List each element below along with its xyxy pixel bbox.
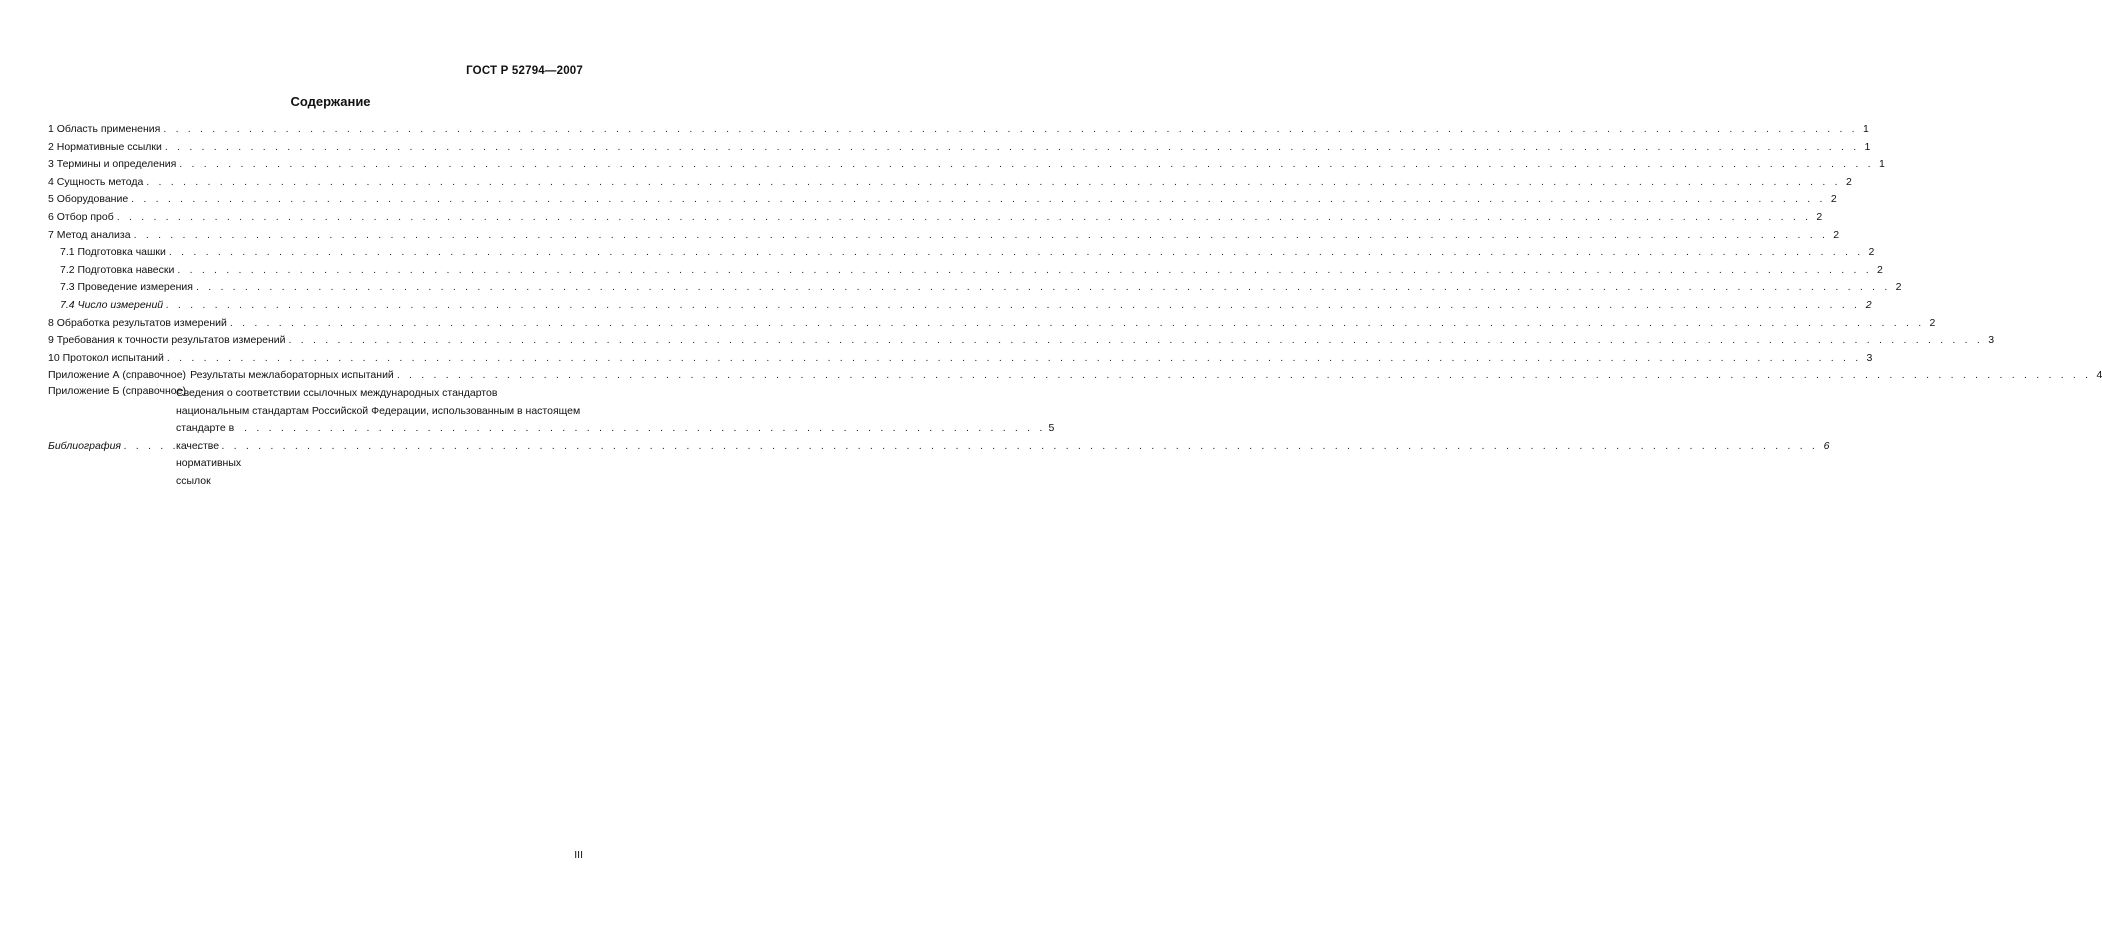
toc-entry-label: 5 Оборудование bbox=[48, 193, 129, 206]
toc-entry-page: 2 bbox=[1865, 298, 1872, 311]
leader-dots bbox=[230, 315, 1924, 333]
toc-entry-4[interactable] bbox=[48, 174, 1852, 192]
toc-entry-label: 7.3 Проведение измерения bbox=[60, 281, 193, 294]
toc-entry-page: 3 bbox=[1866, 351, 1873, 364]
appendix-title-lastline bbox=[176, 420, 1055, 487]
leader-dots bbox=[124, 438, 1818, 456]
leader-dots bbox=[177, 262, 1871, 280]
toc-entry-page: 2 bbox=[1845, 175, 1852, 188]
toc-entry-page: 1 bbox=[1862, 123, 1869, 135]
leader-dots bbox=[167, 350, 1861, 368]
toc-entry-9[interactable] bbox=[48, 332, 1995, 350]
toc-entry-3[interactable] bbox=[48, 156, 1885, 174]
toc-entry-1[interactable] bbox=[48, 121, 1869, 139]
leader-dots bbox=[196, 279, 1890, 297]
toc-entry-page: 3 bbox=[1988, 334, 1995, 347]
appendix-title: Результаты межлабораторных испытаний bbox=[190, 369, 394, 382]
toc-entry-label: 1 Область применения bbox=[48, 123, 161, 135]
toc-entry-page: 1 bbox=[1864, 140, 1871, 153]
toc-entry-page: 6 bbox=[1823, 439, 1830, 452]
toc-entry-page: 2 bbox=[1895, 281, 1902, 294]
toc-title: Содержание bbox=[290, 94, 371, 109]
toc-entry-label: 9 Требования к точности результатов измерений bbox=[48, 334, 286, 347]
toc-entry-7-3[interactable] bbox=[48, 279, 1902, 297]
leader-dots bbox=[244, 420, 1045, 438]
table-of-contents bbox=[48, 121, 2102, 487]
toc-entry-label: 7.4 Число измерений bbox=[60, 298, 164, 311]
leader-dots bbox=[169, 244, 1863, 262]
toc-entry-8[interactable] bbox=[48, 315, 1936, 333]
appendix-prefix: Приложение А (справочное) bbox=[48, 369, 187, 382]
toc-bibliography[interactable] bbox=[48, 438, 1830, 456]
appendix-title bbox=[176, 385, 1055, 487]
toc-entry-page: 2 bbox=[1868, 246, 1875, 259]
toc-entry-page: 2 bbox=[1816, 210, 1823, 223]
toc-entry-page: 2 bbox=[1876, 263, 1883, 276]
toc-entry-page: 1 bbox=[1878, 158, 1885, 171]
toc-entry-2[interactable] bbox=[48, 139, 1871, 157]
toc-entry-page: 2 bbox=[1929, 316, 1936, 329]
leader-dots bbox=[163, 121, 1857, 139]
toc-entry-label: 8 Обработка результатов измерений bbox=[48, 316, 227, 329]
appendix-prefix: Приложение Б (справочное) bbox=[48, 384, 186, 397]
toc-entry-7-2[interactable] bbox=[48, 262, 1883, 280]
leader-dots bbox=[117, 209, 1811, 227]
toc-entry-label: 6 Отбор проб bbox=[48, 210, 114, 223]
leader-dots bbox=[397, 367, 2091, 385]
leader-dots bbox=[289, 332, 1983, 350]
toc-entry-6[interactable] bbox=[48, 209, 1823, 227]
toc-entry-7-4[interactable] bbox=[48, 297, 1872, 315]
toc-entry-label: 7 Метод анализа bbox=[48, 228, 131, 241]
appendix-title-line: национальным стандартам Российской Федерации, использованным в настоящем bbox=[176, 404, 581, 417]
toc-entry-5[interactable] bbox=[48, 191, 1837, 209]
leader-dots bbox=[166, 297, 1860, 315]
toc-entry-page: 2 bbox=[1830, 193, 1837, 206]
toc-entry-label: 2 Нормативные ссылки bbox=[48, 140, 162, 153]
toc-entry-label: 10 Протокол испытаний bbox=[48, 351, 164, 364]
toc-entry-label: 7.2 Подготовка навески bbox=[60, 263, 175, 276]
toc-entry-7[interactable] bbox=[48, 227, 1840, 245]
document-code: ГОСТ Р 52794—2007 bbox=[466, 65, 583, 77]
toc-appendix-a[interactable] bbox=[48, 367, 2102, 385]
toc-entry-7-1[interactable] bbox=[48, 244, 1875, 262]
toc-entry-label: 4 Сущность метода bbox=[48, 175, 144, 188]
toc-entry-label: Библиография bbox=[48, 439, 122, 452]
toc-entry-page: 2 bbox=[1833, 228, 1840, 241]
leader-dots bbox=[165, 139, 1859, 157]
page-folio: III bbox=[574, 849, 583, 861]
appendix-title-line: Сведения о соответствии ссылочных международных стандартов bbox=[176, 386, 498, 399]
toc-entry-page: 5 bbox=[1048, 422, 1055, 435]
leader-dots bbox=[146, 174, 1840, 192]
leader-dots bbox=[179, 156, 1873, 174]
toc-entry-label: 3 Термины и определения bbox=[48, 158, 177, 171]
toc-entry-page: 4 bbox=[2096, 369, 2102, 382]
leader-dots bbox=[131, 191, 1825, 209]
toc-entry-10[interactable] bbox=[48, 350, 1873, 368]
toc-entry-label: 7.1 Подготовка чашки bbox=[60, 246, 166, 259]
appendix-title-line: стандарте в качестве нормативных ссылок bbox=[176, 422, 242, 487]
leader-dots bbox=[134, 227, 1828, 245]
